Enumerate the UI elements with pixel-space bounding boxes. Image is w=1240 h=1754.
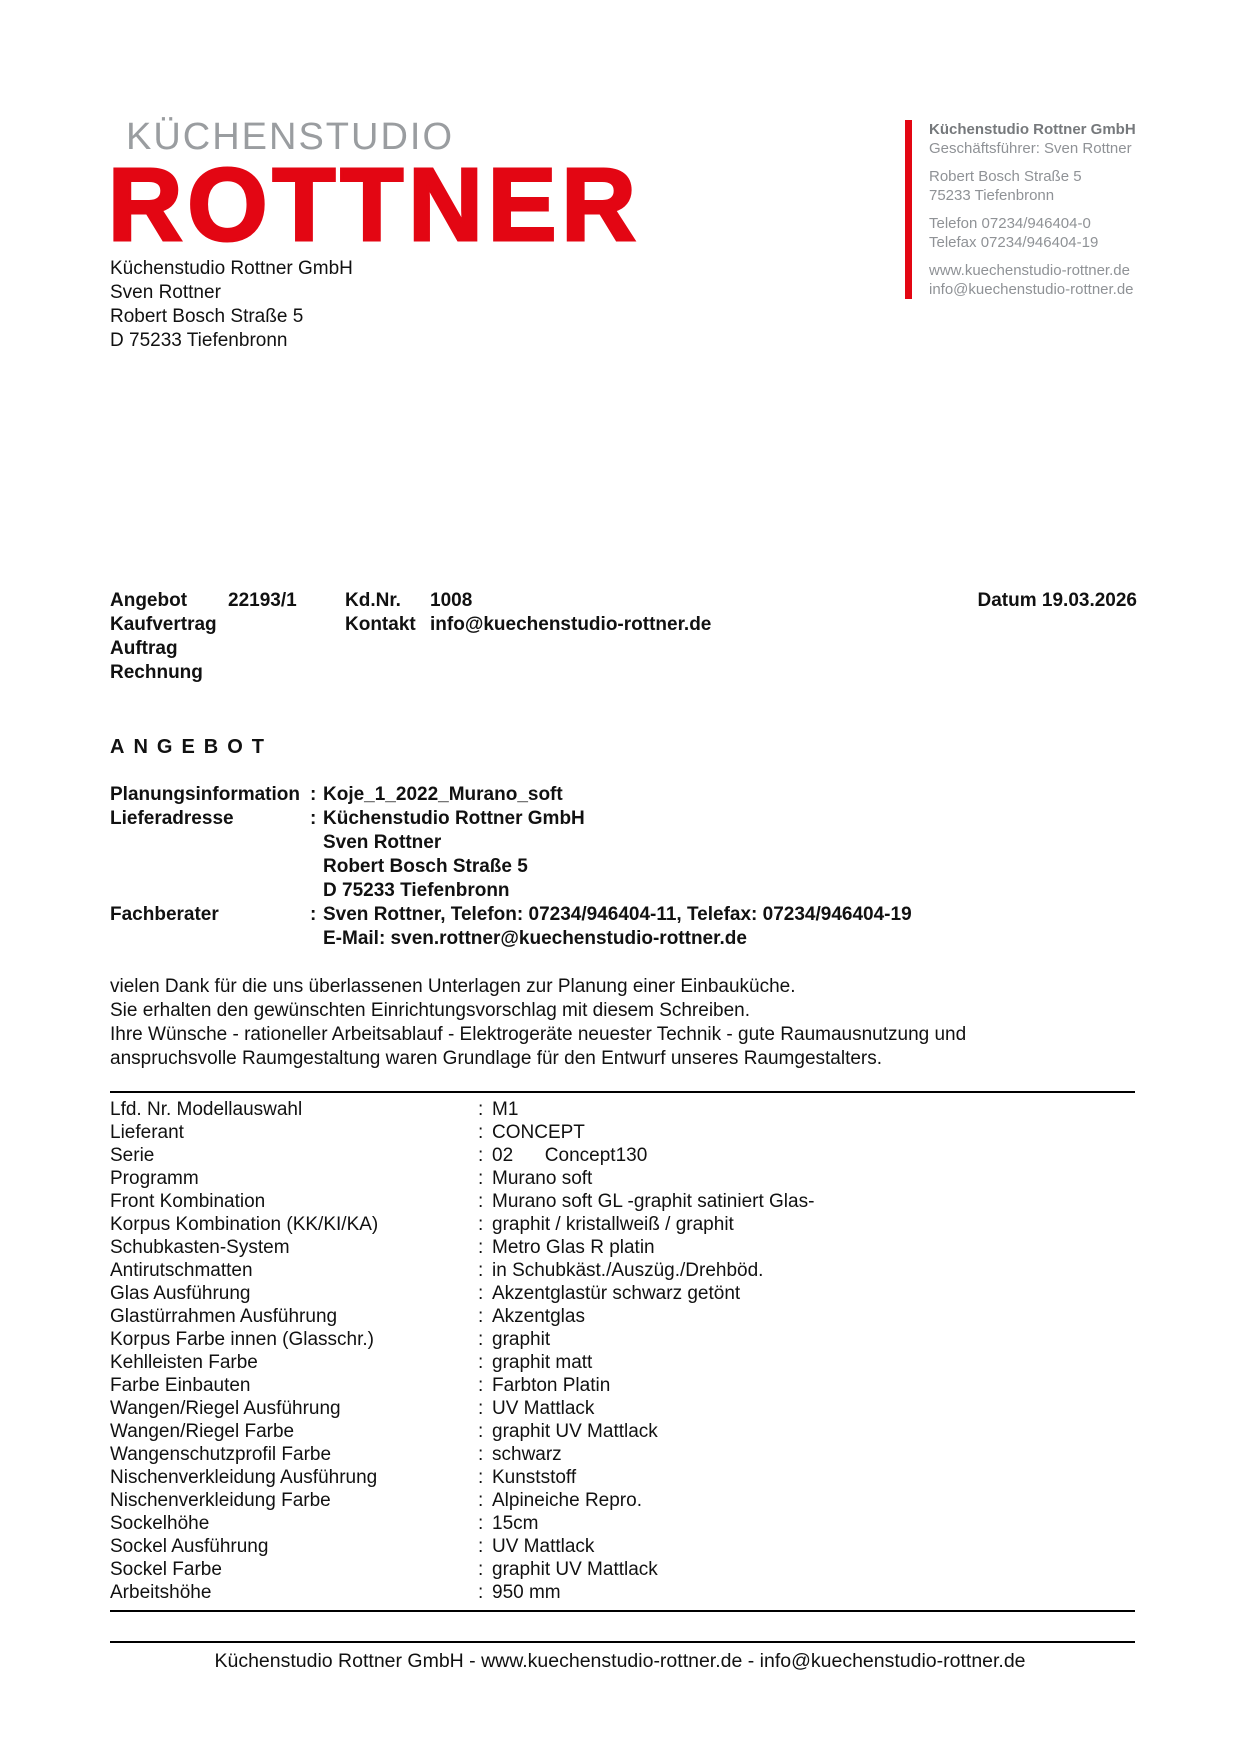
separator: : xyxy=(478,1122,484,1143)
planning-row xyxy=(110,807,912,831)
planning-row xyxy=(110,879,912,903)
spec-value: graphit / kristallweiß / graphit xyxy=(492,1214,734,1235)
spec-label: Serie xyxy=(110,1145,155,1166)
company-logo xyxy=(108,116,641,262)
spec-label: Sockel Farbe xyxy=(110,1559,222,1580)
spec-value: graphit matt xyxy=(492,1352,593,1373)
spec-row xyxy=(110,1558,1135,1581)
intro-line: vielen Dank für die uns überlassenen Unterlagen zur Planung einer Einbauküche. xyxy=(110,976,796,997)
spec-value: 15cm xyxy=(492,1513,539,1534)
document-date xyxy=(978,589,1138,613)
separator: : xyxy=(478,1444,484,1465)
reference-block xyxy=(110,589,1137,685)
spec-label: Wangen/Riegel Farbe xyxy=(110,1421,295,1442)
spec-row xyxy=(110,1581,1135,1604)
spec-label: Farbe Einbauten xyxy=(110,1375,251,1396)
intro-line: Sie erhalten den gewünschten Einrichtungsvorschlag mit diesem Schreiben. xyxy=(110,1000,751,1021)
separator: : xyxy=(478,1352,484,1373)
separator: : xyxy=(478,1490,484,1511)
planning-value: Sven Rottner, Telefon: 07234/946404-11, Telefax: 07234/946404-19 xyxy=(323,904,912,925)
spec-label: Sockelhöhe xyxy=(110,1513,210,1534)
date-value: 19.03.2026 xyxy=(1041,590,1137,611)
planning-label: Fachberater xyxy=(110,904,219,925)
letterhead-city: 75233 Tiefenbronn xyxy=(929,187,1055,204)
customer-number-label: Kd.Nr. xyxy=(345,590,401,611)
planning-label: Planungsinformation xyxy=(110,784,300,805)
separator: : xyxy=(478,1467,484,1488)
separator: : xyxy=(478,1398,484,1419)
spec-row xyxy=(110,1167,1135,1190)
letterhead-company-name: Küchenstudio Rottner GmbH xyxy=(929,121,1136,138)
date-label: Datum xyxy=(977,590,1037,611)
letterhead-group-web xyxy=(929,261,1136,299)
spec-value: Kunststoff xyxy=(492,1467,577,1488)
specification-rows xyxy=(110,1093,1135,1604)
spec-value: Farbton Platin xyxy=(492,1375,611,1396)
spec-row xyxy=(110,1328,1135,1351)
recipient-address xyxy=(110,257,353,353)
planning-info-block xyxy=(110,783,912,951)
spec-value: schwarz xyxy=(492,1444,562,1465)
spec-label: Korpus Kombination (KK/KI/KA) xyxy=(110,1214,379,1235)
planning-label: Lieferadresse xyxy=(110,808,234,829)
separator: : xyxy=(310,904,317,925)
separator: : xyxy=(478,1421,484,1442)
reference-row-angebot xyxy=(110,589,1137,613)
letterhead-group-phone xyxy=(929,214,1136,252)
spec-value: Murano soft xyxy=(492,1168,593,1189)
separator: : xyxy=(478,1536,484,1557)
spec-row xyxy=(110,1282,1135,1305)
separator: : xyxy=(310,808,317,829)
reference-row-auftrag xyxy=(110,637,1137,661)
logo-title: ROTTNER xyxy=(108,147,641,262)
spec-row xyxy=(110,1489,1135,1512)
planning-row xyxy=(110,831,912,855)
separator: : xyxy=(478,1099,484,1120)
recipient-line: Sven Rottner xyxy=(110,282,221,303)
spec-value: UV Mattlack xyxy=(492,1398,595,1419)
footer-rule xyxy=(110,1641,1135,1643)
doc-number: 22193/1 xyxy=(228,590,297,611)
spec-value: Akzentglas xyxy=(492,1306,585,1327)
letterhead-telefon: Telefon 07234/946404-0 xyxy=(929,215,1091,232)
separator: : xyxy=(478,1168,484,1189)
separator: : xyxy=(478,1306,484,1327)
planning-row xyxy=(110,927,912,951)
logo-subtitle: KÜCHENSTUDIO xyxy=(126,116,455,158)
letterhead-email: info@kuechenstudio-rottner.de xyxy=(929,281,1134,298)
document-title: ANGEBOT xyxy=(110,736,273,758)
spec-label: Kehlleisten Farbe xyxy=(110,1352,258,1373)
spec-value: graphit UV Mattlack xyxy=(492,1421,658,1442)
letterhead-website: www.kuechenstudio-rottner.de xyxy=(929,262,1130,279)
spec-label: Korpus Farbe innen (Glasschr.) xyxy=(110,1329,375,1350)
doc-type-label: Auftrag xyxy=(110,638,178,659)
separator: : xyxy=(478,1191,484,1212)
letterhead-text xyxy=(912,120,1136,299)
separator: : xyxy=(478,1214,484,1235)
planning-row xyxy=(110,783,912,807)
letterhead-managing-director: Geschäftsführer: Sven Rottner xyxy=(929,140,1132,157)
spec-value: Metro Glas R platin xyxy=(492,1237,655,1258)
letterhead-group-address xyxy=(929,167,1136,205)
separator: : xyxy=(478,1260,484,1281)
spec-row xyxy=(110,1098,1135,1121)
spec-label: Programm xyxy=(110,1168,199,1189)
planning-value-continuation: D 75233 Tiefenbronn xyxy=(323,880,510,901)
spec-value: in Schubkäst./Auszüg./Drehböd. xyxy=(492,1260,764,1281)
spec-label: Antirutschmatten xyxy=(110,1260,253,1281)
letterhead-info-panel xyxy=(905,120,1136,299)
planning-value: Küchenstudio Rottner GmbH xyxy=(323,808,585,829)
spec-label: Front Kombination xyxy=(110,1191,266,1212)
intro-paragraph xyxy=(110,975,966,1071)
separator: : xyxy=(478,1513,484,1534)
spec-label: Nischenverkleidung Farbe xyxy=(110,1490,331,1511)
separator: : xyxy=(310,784,317,805)
spec-row xyxy=(110,1259,1135,1282)
intro-line: Ihre Wünsche - rationeller Arbeitsablauf - Elektrogeräte neuester Technik - gute Raumausnutzung und xyxy=(110,1024,967,1045)
planning-row xyxy=(110,903,912,927)
spec-row xyxy=(110,1397,1135,1420)
reference-row-rechnung xyxy=(110,661,1137,685)
spec-label: Sockel Ausführung xyxy=(110,1536,269,1557)
separator: : xyxy=(478,1329,484,1350)
letterhead-street: Robert Bosch Straße 5 xyxy=(929,168,1082,185)
planning-value-continuation: E-Mail: sven.rottner@kuechenstudio-rottner.de xyxy=(323,928,747,949)
spec-value: 950 mm xyxy=(492,1582,561,1603)
planning-value-continuation: Robert Bosch Straße 5 xyxy=(323,856,528,877)
separator: : xyxy=(478,1559,484,1580)
spec-value: graphit xyxy=(492,1329,551,1350)
customer-number-value: 1008 xyxy=(430,590,473,611)
spec-label: Wangenschutzprofil Farbe xyxy=(110,1444,332,1465)
spec-row xyxy=(110,1190,1135,1213)
separator: : xyxy=(478,1237,484,1258)
spec-label: Nischenverkleidung Ausführung xyxy=(110,1467,378,1488)
doc-type-label: Rechnung xyxy=(110,662,203,683)
planning-value: Koje_1_2022_Murano_soft xyxy=(323,784,563,805)
doc-type-label: Kaufvertrag xyxy=(110,614,217,635)
spec-value: UV Mattlack xyxy=(492,1536,595,1557)
recipient-line: D 75233 Tiefenbronn xyxy=(110,330,288,351)
spec-label: Glastürrahmen Ausführung xyxy=(110,1306,338,1327)
letterhead-telefax: Telefax 07234/946404-19 xyxy=(929,234,1099,251)
table-bottom-rule xyxy=(110,1610,1135,1612)
recipient-line: Robert Bosch Straße 5 xyxy=(110,306,304,327)
red-accent-bar xyxy=(905,120,912,299)
spec-label: Arbeitshöhe xyxy=(110,1582,212,1603)
spec-label: Glas Ausführung xyxy=(110,1283,251,1304)
spec-value: 02 Concept130 xyxy=(492,1145,648,1166)
spec-row xyxy=(110,1443,1135,1466)
spec-label: Lieferant xyxy=(110,1122,184,1143)
spec-row xyxy=(110,1374,1135,1397)
spec-row xyxy=(110,1466,1135,1489)
spec-label: Wangen/Riegel Ausführung xyxy=(110,1398,341,1419)
kontakt-label: Kontakt xyxy=(345,614,416,635)
spec-value: M1 xyxy=(492,1099,519,1120)
separator: : xyxy=(478,1375,484,1396)
footer-text: Küchenstudio Rottner GmbH - www.kuechenstudio-rottner.de - info@kuechenstudio-rottner.de xyxy=(214,1650,1026,1672)
planning-value-continuation: Sven Rottner xyxy=(323,832,442,853)
reference-row-kaufvertrag xyxy=(110,613,1137,637)
kontakt-value: info@kuechenstudio-rottner.de xyxy=(430,614,712,635)
recipient-line: Küchenstudio Rottner GmbH xyxy=(110,258,353,279)
spec-row xyxy=(110,1305,1135,1328)
spec-value: Murano soft GL -graphit satiniert Glas- xyxy=(492,1191,815,1212)
specification-table xyxy=(110,1091,1135,1612)
planning-row xyxy=(110,855,912,879)
separator: : xyxy=(478,1283,484,1304)
spec-row xyxy=(110,1512,1135,1535)
spec-row xyxy=(110,1351,1135,1374)
letterhead-group-company xyxy=(929,120,1136,158)
spec-row xyxy=(110,1213,1135,1236)
spec-row xyxy=(110,1420,1135,1443)
spec-value: CONCEPT xyxy=(492,1122,585,1143)
spec-row xyxy=(110,1121,1135,1144)
intro-line: anspruchsvolle Raumgestaltung waren Grundlage für den Entwurf unseres Raumgestalters. xyxy=(110,1048,883,1069)
spec-label: Lfd. Nr. Modellauswahl xyxy=(110,1099,303,1120)
spec-row xyxy=(110,1535,1135,1558)
spec-label: Schubkasten-System xyxy=(110,1237,290,1258)
spec-value: Alpineiche Repro. xyxy=(492,1490,642,1511)
separator: : xyxy=(478,1582,484,1603)
doc-type-label: Angebot xyxy=(110,590,188,611)
spec-row xyxy=(110,1236,1135,1259)
separator: : xyxy=(478,1145,484,1166)
spec-value: Akzentglastür schwarz getönt xyxy=(492,1283,741,1304)
spec-row xyxy=(110,1144,1135,1167)
spec-value: graphit UV Mattlack xyxy=(492,1559,658,1580)
